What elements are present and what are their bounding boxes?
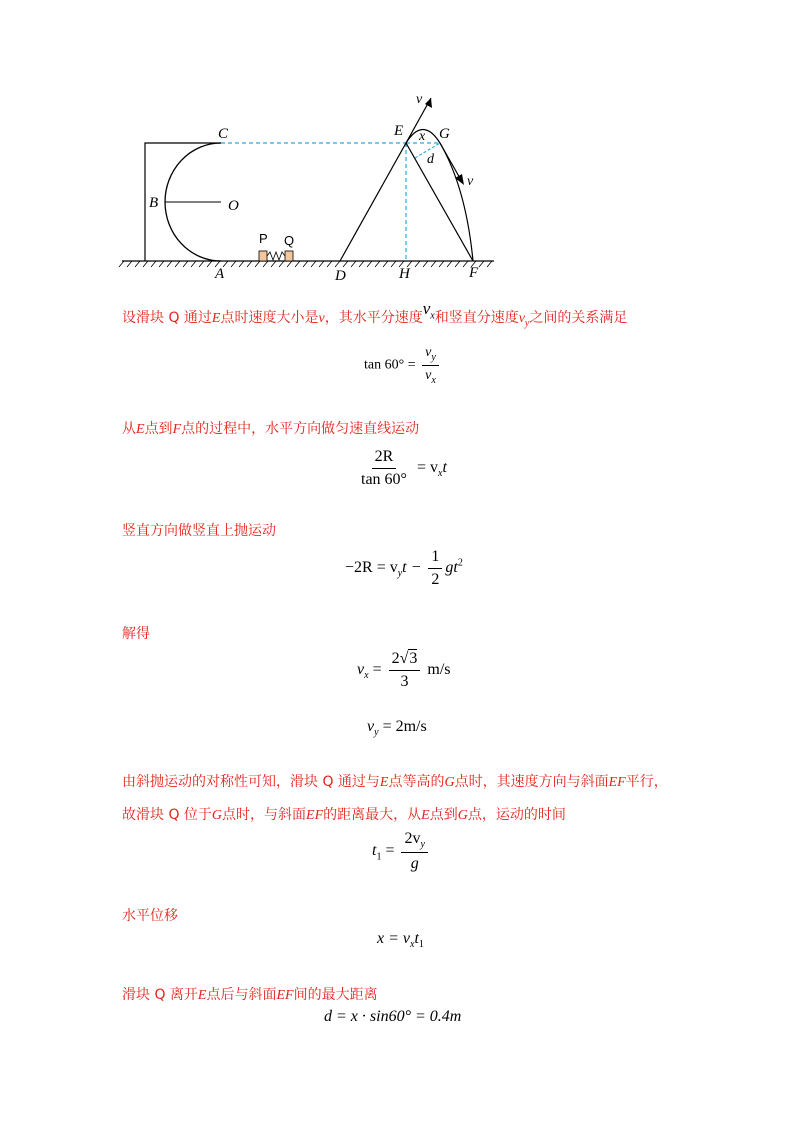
- label-q: Q: [284, 233, 295, 248]
- label-f: F: [469, 265, 479, 281]
- paragraph-7: 水平位移: [122, 908, 178, 924]
- ground-hatching: [119, 261, 492, 267]
- equation-tan60: tan 60° = $\frac{v_y}{v_x}$: [364, 345, 442, 386]
- label-d: D: [335, 268, 346, 284]
- label-e: E: [394, 123, 404, 139]
- paragraph-3: 竖直方向做竖直上抛运动: [122, 523, 276, 539]
- block-p: [259, 251, 267, 261]
- label-c: C: [218, 126, 229, 142]
- equation-horizontal: $\frac{2R}{\tan 60^\circ}$ = $v_xt$: [361, 448, 447, 488]
- paragraph-8: 滑块 Q 离开E点后与斜面EF间的最大距离: [122, 987, 378, 1003]
- paragraph-6: 故滑块 Q 位于G点时，与斜面EF的距离最大，从E点到G点，运动的时间: [122, 807, 566, 823]
- label-a: A: [215, 266, 225, 282]
- label-g: G: [439, 126, 450, 142]
- label-h: H: [399, 266, 410, 282]
- equation-vy: $v_y = 2m/s$: [367, 718, 427, 739]
- spring: [267, 252, 285, 260]
- paragraph-5: 由斜抛运动的对称性可知，滑块 Q 通过与E点等高的G点时，其速度方向与斜面EF平行，: [122, 774, 668, 790]
- equation-t1: $t_1$ = $\frac{2v_y}{g}$: [372, 830, 431, 873]
- equation-d: d = x · sin60° = 0.4m: [324, 1008, 462, 1025]
- label-v-right: v: [467, 174, 474, 189]
- equation-vertical: $-2R = v_yt$ − $\frac{1}{2}$ $gt^2$: [345, 548, 463, 588]
- label-p: P: [259, 231, 268, 246]
- paragraph-4: 解得: [122, 626, 150, 642]
- equation-vx: $v_x$ = $\frac{2√3}{3}$ m/s: [357, 650, 451, 690]
- physics-diagram: [118, 88, 498, 288]
- block-q: [285, 251, 293, 261]
- equation-x: $x = v_xt_1$: [377, 930, 424, 951]
- paragraph-1: 设滑块 Q 通过E点时速度大小是v，其水平分速度$v_x$和竖直分速度$v_y$之间的关系满足: [122, 299, 628, 329]
- label-d-dist: d: [427, 152, 434, 167]
- label-o: O: [228, 198, 239, 214]
- velocity-arrow-g: [440, 143, 461, 180]
- paragraph-2: 从E点到F点的过程中，水平方向做匀速直线运动: [122, 421, 420, 437]
- projectile-path: [406, 130, 473, 262]
- label-b: B: [149, 195, 159, 211]
- label-v-top: v: [416, 92, 423, 107]
- label-x: x: [419, 129, 426, 144]
